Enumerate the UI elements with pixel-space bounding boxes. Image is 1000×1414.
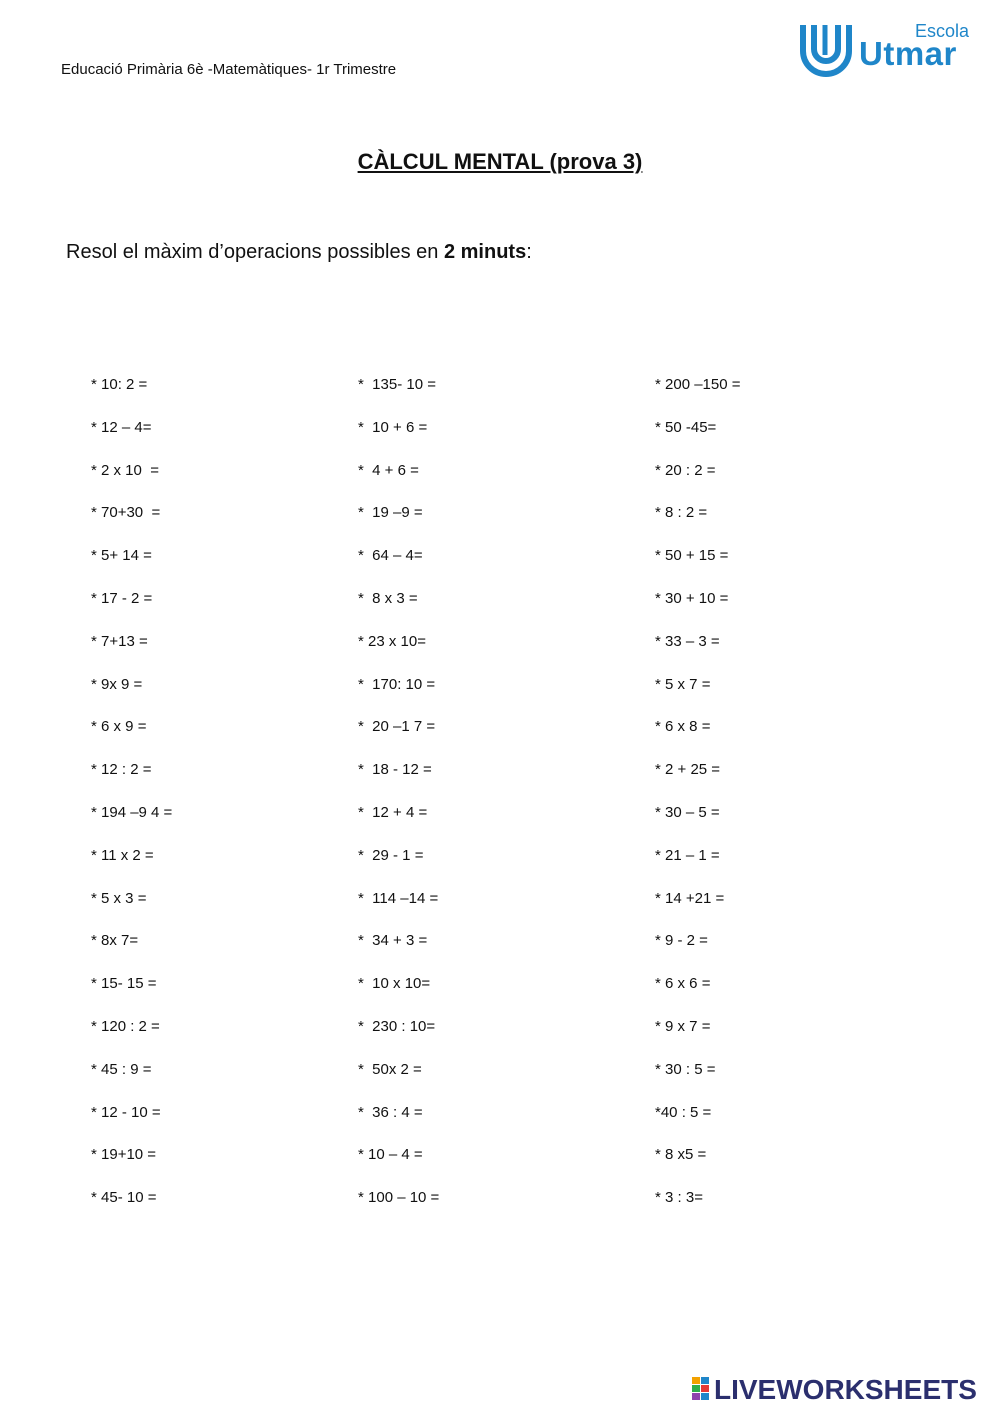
instruction-suffix: : <box>526 241 532 263</box>
operation-item: *40 : 5 = <box>655 1103 712 1121</box>
operation-item: * 2 + 25 = <box>655 761 721 779</box>
operation-item: * 10 x 10= <box>358 975 431 993</box>
operation-item: * 10 – 4 = <box>358 1146 423 1164</box>
operation-item: * 36 : 4 = <box>358 1103 423 1121</box>
operation-item: * 19+10 = <box>91 1146 157 1164</box>
operation-item: * 114 –14 = <box>358 889 439 907</box>
liveworksheets-logo-icon <box>692 1377 710 1401</box>
operation-item: * 23 x 10= <box>358 632 426 650</box>
operation-item: * 10 + 6 = <box>358 418 428 436</box>
operation-item: * 11 x 2 = <box>91 846 154 864</box>
operation-item: * 2 x 10 = <box>91 461 159 479</box>
operation-item: * 8 x 3 = <box>358 589 418 607</box>
operation-item: * 4 + 6 = <box>358 461 419 479</box>
operations-column-3 <box>655 375 741 1231</box>
operation-item: * 20 –1 7 = <box>358 718 436 736</box>
instruction-time: 2 minuts <box>443 241 527 263</box>
operation-item: * 12 – 4= <box>91 418 152 436</box>
operation-item: * 9 - 2 = <box>655 932 708 950</box>
operation-item: * 5+ 14 = <box>91 547 152 565</box>
operation-item: * 170: 10 = <box>358 675 436 693</box>
logo-big-text: Utmar <box>859 35 957 72</box>
operation-item: * 3 : 3= <box>655 1189 703 1207</box>
operation-item: * 30 + 10 = <box>655 589 729 607</box>
operation-item: * 100 – 10 = <box>358 1189 440 1207</box>
operation-item: * 29 - 1 = <box>358 846 424 864</box>
operation-item: * 45 : 9 = <box>91 1060 152 1078</box>
operation-item: * 34 + 3 = <box>358 932 428 950</box>
operation-item: * 6 x 9 = <box>91 718 147 736</box>
operation-item: * 45- 10 = <box>91 1189 157 1207</box>
logo-small-text: Escola <box>915 21 970 41</box>
operation-item: * 50 -45= <box>655 418 717 436</box>
page-title: CÀLCUL MENTAL (prova 3) <box>357 149 643 174</box>
operation-item: * 33 – 3 = <box>655 632 720 650</box>
operation-item: * 15- 15 = <box>91 975 157 993</box>
operation-item: * 5 x 7 = <box>655 675 711 693</box>
school-logo-icon <box>797 19 855 77</box>
liveworksheets-brand: LIVEWORKSHEETS <box>714 1374 977 1405</box>
operation-item: * 17 - 2 = <box>91 589 153 607</box>
operation-item: * 21 – 1 = <box>655 846 720 864</box>
school-logo <box>797 17 987 79</box>
operation-item: * 64 – 4= <box>358 547 423 565</box>
operation-item: * 8 x5 = <box>655 1146 707 1164</box>
operation-item: * 50 + 15 = <box>655 547 729 565</box>
operation-item: * 9 x 7 = <box>655 1017 711 1035</box>
header-subject: Educació Primària 6è -Matemàtiques- 1r Trimestre <box>61 61 397 78</box>
instruction <box>66 241 532 264</box>
operation-item: * 8x 7= <box>91 932 139 950</box>
operation-item: * 50x 2 = <box>358 1060 422 1078</box>
operations-column-1 <box>91 375 172 1231</box>
operation-item: * 20 : 2 = <box>655 461 716 479</box>
operation-item: * 12 : 2 = <box>91 761 152 779</box>
operation-item: * 18 - 12 = <box>358 761 432 779</box>
operation-item: * 5 x 3 = <box>91 889 147 907</box>
operation-item: * 8 : 2 = <box>655 504 708 522</box>
operations-column-2 <box>358 375 439 1231</box>
operation-item: * 7+13 = <box>91 632 148 650</box>
instruction-prefix: Resol el màxim d’operacions possibles en <box>66 241 444 263</box>
operation-item: * 12 - 10 = <box>91 1103 161 1121</box>
operation-item: * 194 –9 4 = <box>91 803 173 821</box>
operation-item: * 70+30 = <box>91 504 161 522</box>
operation-item: * 135- 10 = <box>358 376 436 393</box>
operation-item: * 6 x 8 = <box>655 718 711 736</box>
operation-item: * 30 – 5 = <box>655 803 720 821</box>
operation-item: * 10: 2 = <box>91 376 148 393</box>
operation-item: * 6 x 6 = <box>655 975 711 993</box>
operation-item: * 230 : 10= <box>358 1017 436 1035</box>
operation-item: * 14 +21 = <box>655 889 725 907</box>
operation-item: * 120 : 2 = <box>91 1017 160 1035</box>
operation-item: * 12 + 4 = <box>358 803 428 821</box>
liveworksheets-footer <box>692 1374 992 1408</box>
operation-item: * 19 –9 = <box>358 504 423 522</box>
operation-item: * 200 –150 = <box>655 376 741 393</box>
operation-item: * 30 : 5 = <box>655 1060 716 1078</box>
operation-item: * 9x 9 = <box>91 675 143 693</box>
